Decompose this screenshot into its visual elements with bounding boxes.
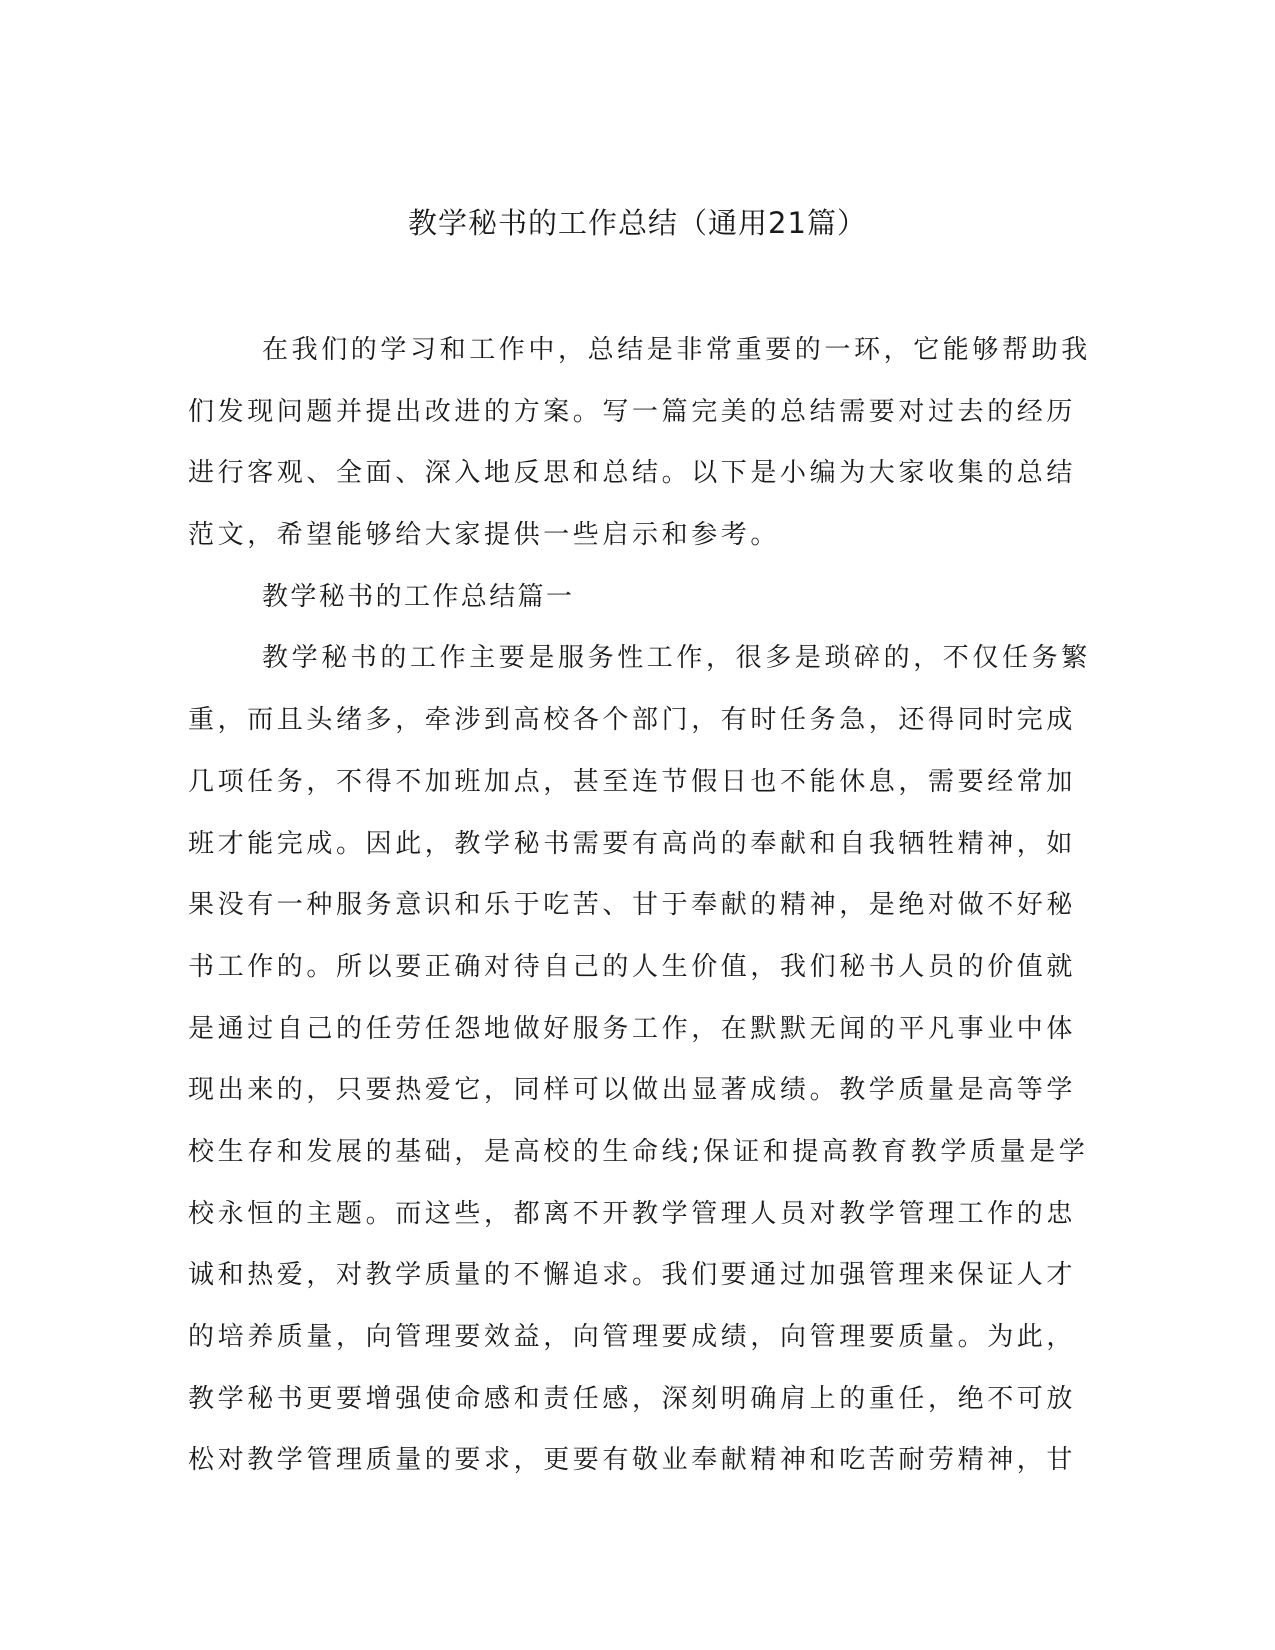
section-line: 松对教学管理质量的要求，更要有敬业奉献精神和吃苦耐劳精神，甘 — [188, 1445, 1077, 1476]
intro-line: 在我们的学习和工作中，总结是非常重要的一环，它能够帮助我 — [262, 335, 1091, 365]
document-title: 教学秘书的工作总结（通用21篇） — [408, 206, 867, 240]
section-line: 重，而且头绪多，牵涉到高校各个部门，有时任务急，还得同时完成 — [188, 705, 1077, 736]
intro-line: 进行客观、全面、深入地反思和总结。以下是小编为大家收集的总结 — [188, 458, 1077, 489]
section-line: 教学秘书的工作主要是服务性工作，很多是琐碎的，不仅任务繁 — [262, 643, 1091, 674]
section-line: 几项任务，不得不加班加点，甚至连节假日也不能休息，需要经常加 — [188, 766, 1077, 797]
section-line: 的培养质量，向管理要效益，向管理要成绩，向管理要质量。为此， — [188, 1322, 1077, 1352]
document-body — [188, 320, 1091, 1492]
section-line: 教学秘书更要增强使命感和责任感，深刻明确肩上的重任，绝不可放 — [188, 1383, 1077, 1414]
intro-line: 们发现问题并提出改进的方案。写一篇完美的总结需要对过去的经历 — [188, 396, 1077, 427]
section-line: 校永恒的主题。而这些，都离不开教学管理人员对教学管理工作的忠 — [188, 1198, 1077, 1229]
section-line: 果没有一种服务意识和乐于吃苦、甘于奉献的精神，是绝对做不好秘 — [188, 890, 1077, 921]
intro-line: 范文，希望能够给大家提供一些启示和参考。 — [188, 520, 781, 551]
section-line: 书工作的。所以要正确对待自己的人生价值，我们秘书人员的价值就 — [188, 951, 1077, 982]
section-heading: 教学秘书的工作总结篇一 — [262, 581, 575, 612]
section-line: 是通过自己的任劳任怨地做好服务工作，在默默无闻的平凡事业中体 — [188, 1013, 1077, 1044]
section-line: 班才能完成。因此，教学秘书需要有高尚的奉献和自我牺牲精神，如 — [188, 828, 1077, 859]
section-line: 现出来的，只要热爱它，同样可以做出显著成绩。教学质量是高等学 — [188, 1075, 1077, 1106]
section-line: 诚和热爱，对教学质量的不懈追求。我们要通过加强管理来保证人才 — [188, 1260, 1077, 1291]
section-line: 校生存和发展的基础，是高校的生命线;保证和提高教育教学质量是学 — [188, 1136, 1089, 1167]
